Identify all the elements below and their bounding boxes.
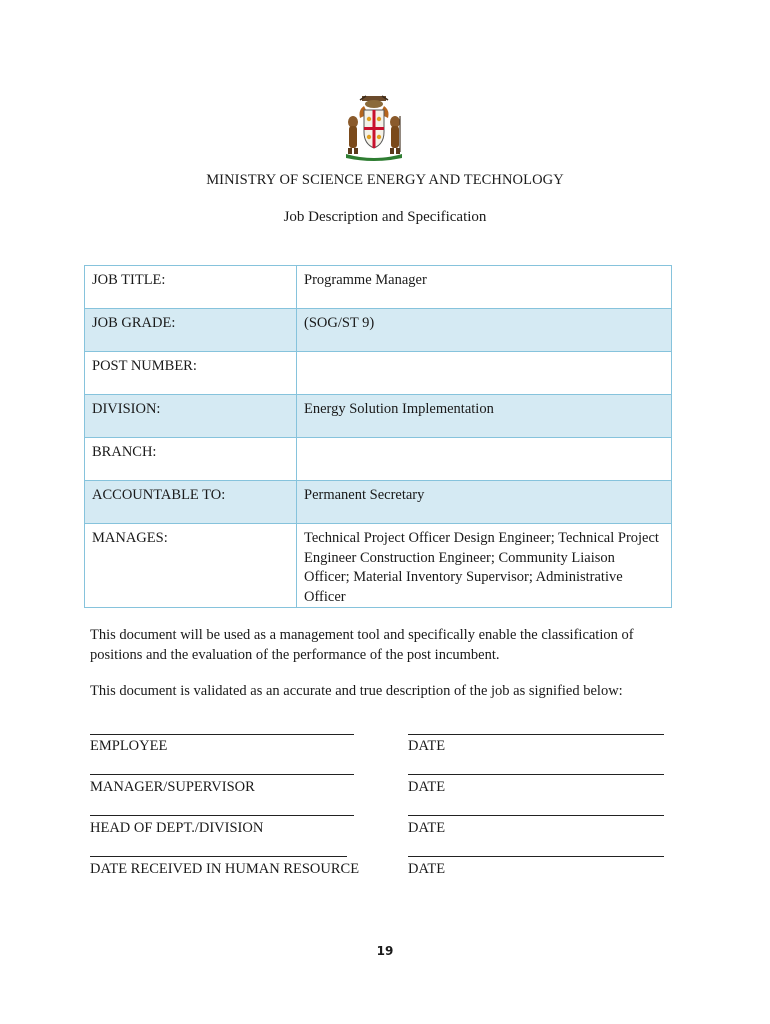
post-number-label: POST NUMBER: <box>85 352 297 395</box>
hr-date-label: DATE <box>408 861 446 877</box>
table-row <box>85 438 672 481</box>
post-number-value <box>297 352 672 395</box>
accountable-to-label: ACCOUNTABLE TO: <box>85 481 297 524</box>
signature-line-manager[interactable] <box>90 774 354 775</box>
division-value: Energy Solution Implementation <box>297 395 672 438</box>
date-line-manager[interactable] <box>408 774 664 775</box>
branch-label: BRANCH: <box>85 438 297 481</box>
coat-of-arms-emblem <box>338 92 410 164</box>
hr-received-label: DATE RECEIVED IN HUMAN RESOURCE <box>90 861 360 877</box>
manages-label: MANAGES: <box>85 524 297 608</box>
job-grade-label: JOB GRADE: <box>85 309 297 352</box>
signature-line-employee[interactable] <box>90 734 354 735</box>
table-row <box>85 266 672 309</box>
manages-value: Technical Project Officer Design Engineer; Technical Project Engineer Construction Engineer; Community Liaison Officer; Material Inventory Supervisor; Administrative Officer <box>297 524 672 608</box>
division-label: DIVISION: <box>85 395 297 438</box>
ministry-name: MINISTRY OF SCIENCE ENERGY AND TECHNOLOGY <box>206 172 564 188</box>
date-line-head[interactable] <box>408 815 664 816</box>
page-number: 19 <box>376 944 394 958</box>
table-row <box>85 524 672 608</box>
job-title-label: JOB TITLE: <box>85 266 297 309</box>
table-row <box>85 481 672 524</box>
date-line-employee[interactable] <box>408 734 664 735</box>
head-date-label: DATE <box>408 820 446 836</box>
date-line-hr[interactable] <box>408 856 664 857</box>
employee-label: EMPLOYEE <box>90 738 168 754</box>
validation-paragraph: This document is validated as an accurate and true description of the job as signified below: <box>90 683 623 699</box>
manager-label: MANAGER/SUPERVISOR <box>90 779 255 795</box>
branch-value <box>297 438 672 481</box>
job-info-table <box>84 265 672 608</box>
employee-date-label: DATE <box>408 738 446 754</box>
table-row <box>85 352 672 395</box>
table-row <box>85 395 672 438</box>
accountable-to-value: Permanent Secretary <box>297 481 672 524</box>
usage-paragraph: This document will be used as a management tool and specifically enable the classification of positions and the evaluation of the performance of the post incumbent. <box>90 627 634 663</box>
head-of-dept-label: HEAD OF DEPT./DIVISION <box>90 820 264 836</box>
table-row <box>85 309 672 352</box>
job-grade-value: (SOG/ST 9) <box>297 309 672 352</box>
job-title-value: Programme Manager <box>297 266 672 309</box>
signature-line-hr[interactable] <box>90 856 347 857</box>
document-subtitle: Job Description and Specification <box>283 209 487 225</box>
manager-date-label: DATE <box>408 779 446 795</box>
signature-line-head[interactable] <box>90 815 354 816</box>
